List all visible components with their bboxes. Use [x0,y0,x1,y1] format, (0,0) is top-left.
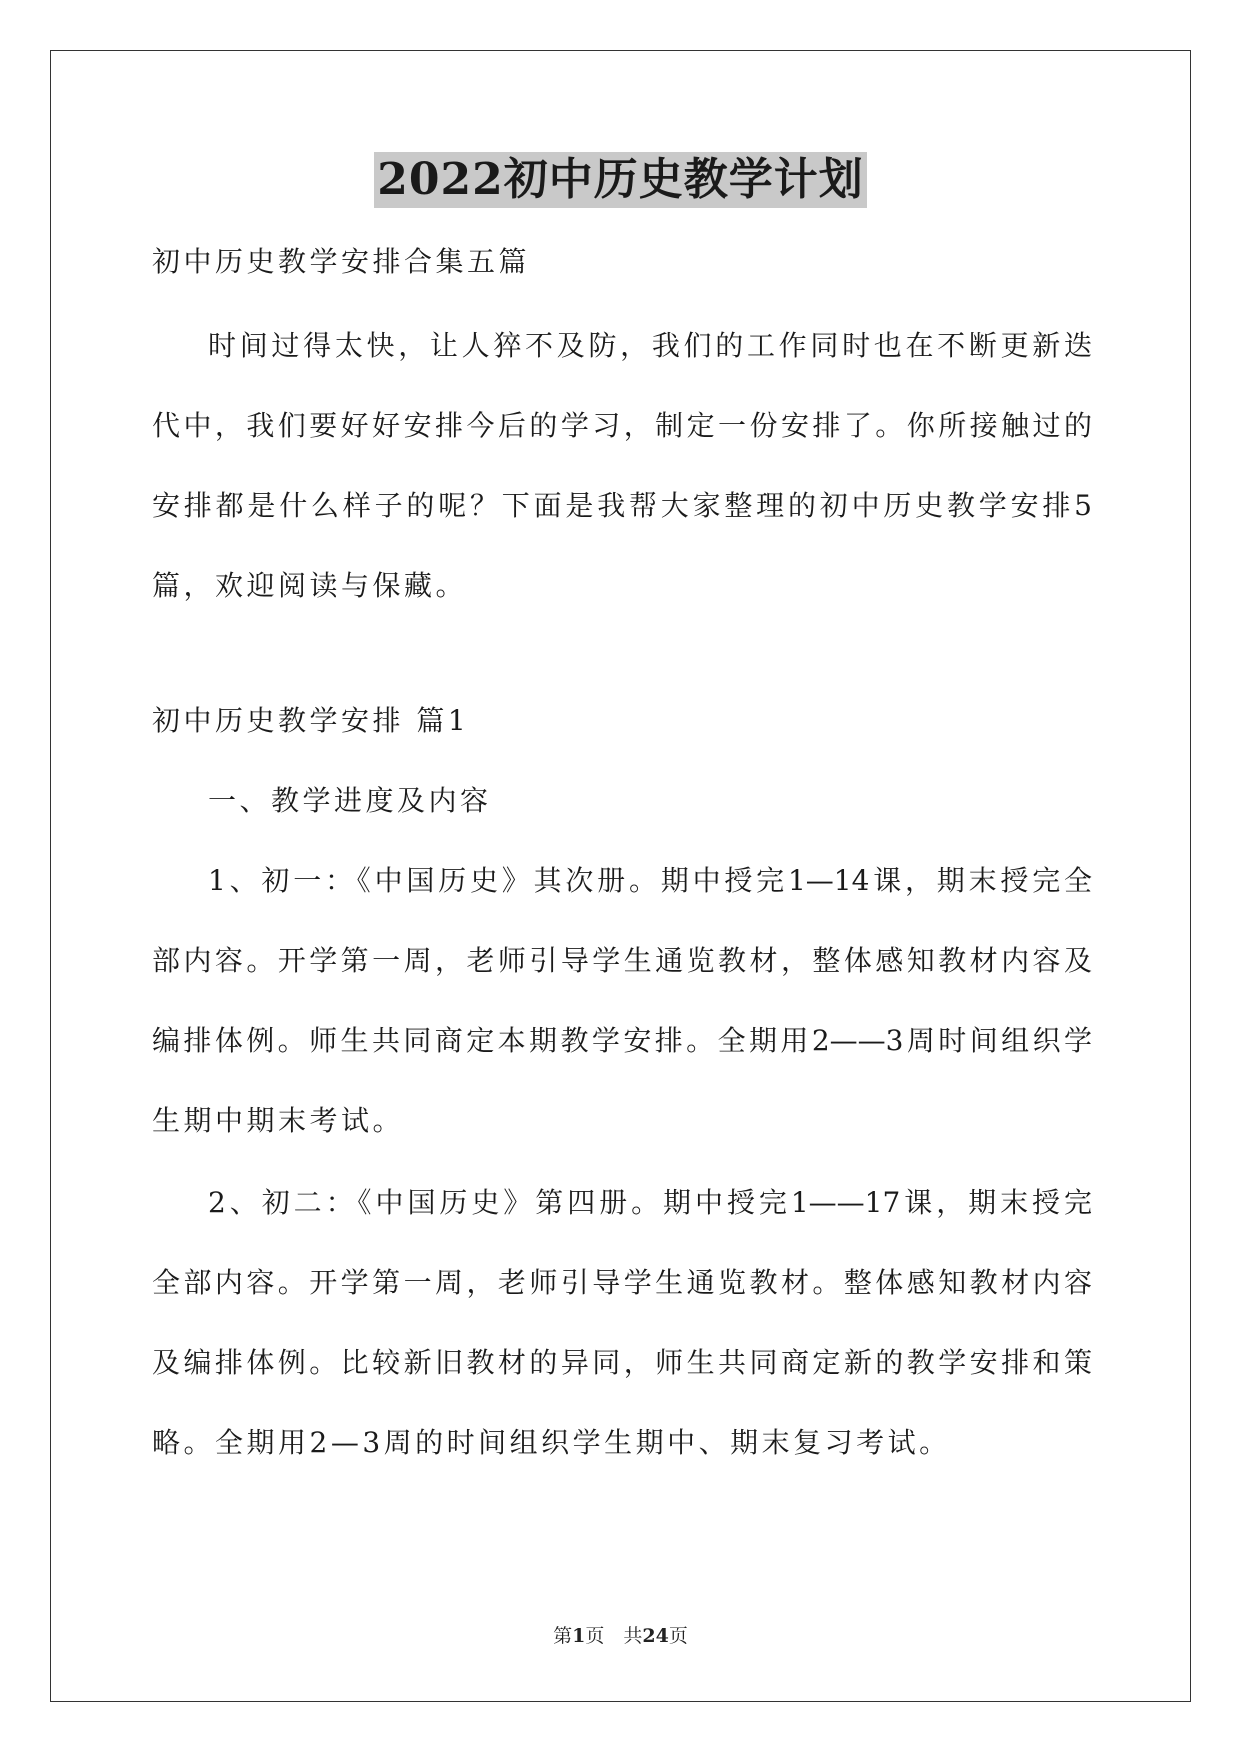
body-line: 安排都是什么样子的呢？下面是我帮大家整理的初中历史教学安排5 [152,489,1092,522]
footer-suffix: 页 [668,1625,688,1647]
body-line: 部内容。开学第一周，老师引导学生通览教材，整体感知教材内容及 [152,944,1092,977]
body-line: 初中历史教学安排合集五篇 [152,245,531,278]
body-line: 一、教学进度及内容 [208,784,492,817]
page-footer [0,1623,1241,1649]
body-line: 1、初一：《中国历史》其次册。期中授完1—14课，期末授完全 [208,864,1092,897]
body-line: 编排体例。师生共同商定本期教学安排。全期用2——3周时间组织学 [152,1024,1092,1057]
title-container [0,152,1241,208]
footer-total-pages: 24 [642,1625,669,1647]
body-line: 篇，欢迎阅读与保藏。 [152,569,468,602]
body-line: 略。全期用2—3周的时间组织学生期中、期末复习考试。 [152,1426,951,1459]
body-line: 及编排体例。比较新旧教材的异同，师生共同商定新的教学安排和策 [152,1346,1092,1379]
body-line: 时间过得太快，让人猝不及防，我们的工作同时也在不断更新迭 [208,329,1092,362]
footer-middle: 页 共 [585,1625,643,1647]
body-line: 代中，我们要好好安排今后的学习，制定一份安排了。你所接触过的 [152,409,1092,442]
body-line: 全部内容。开学第一周，老师引导学生通览教材。整体感知教材内容 [152,1266,1092,1299]
document-title: 2022初中历史教学计划 [374,152,866,208]
footer-prefix: 第 [553,1625,573,1647]
body-line: 生期中期末考试。 [152,1104,405,1137]
body-line: 初中历史教学安排 篇1 [152,704,470,737]
body-line: 2、初二：《中国历史》第四册。期中授完1——17课，期末授完 [208,1186,1092,1219]
footer-page-number: 1 [572,1625,586,1647]
